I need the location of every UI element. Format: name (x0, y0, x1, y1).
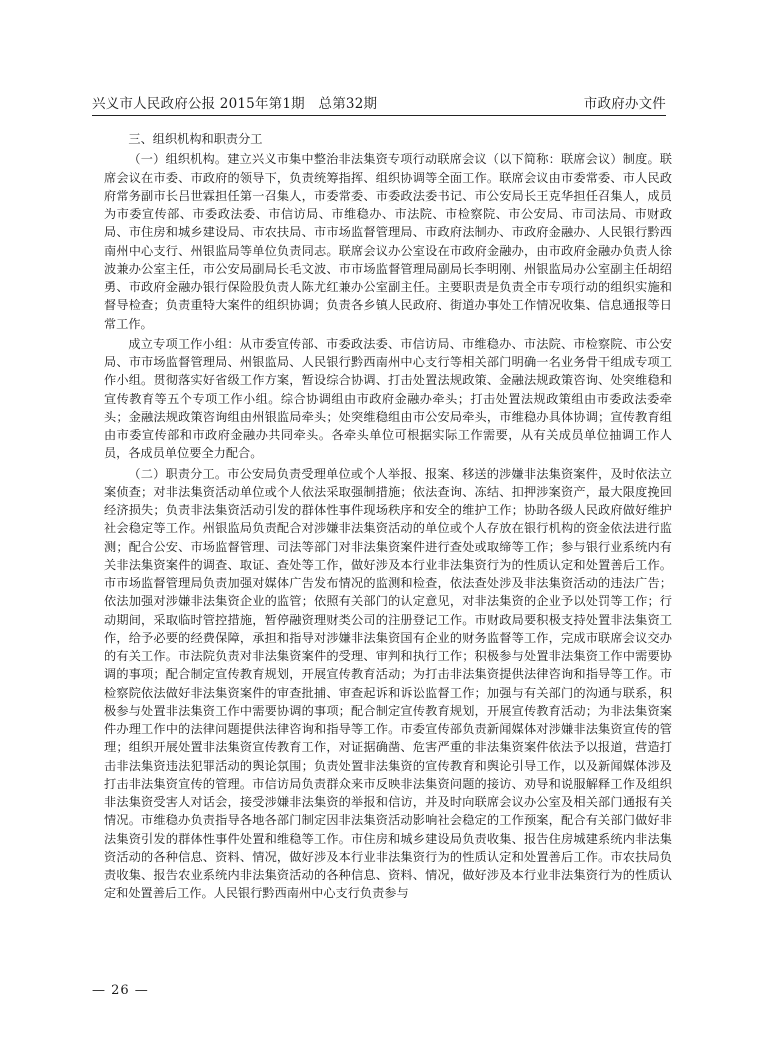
section-heading: 三、组织机构和职责分工 (128, 132, 263, 146)
paragraph-working-groups: 成立专项工作小组：从市委宣传部、市委政法委、市信访局、市维稳办、市法院、市检察院、市公安局、市市场监督管理局、州银监局、人民银行黔西南州中心支行等相关部门明确一名业务骨干组成专项工作小组。贯彻落实好省级工作方案，暂设综合协调、打击处置法规政策、金融法规政策咨询、处突维稳和宣传教育等五个专项工作小组。综合协调组由市政府金融办牵头；打击处置法规政策组由市委政法委牵头；金融法规政策咨询组由州银监局牵头；处突维稳组由市公安局牵头，市维稳办具体协调；宣传教育组由市委宣传部和市政府金融办共同牵头。各牵头单位可根据实际工作需要，从有关成员单位抽调工作人员，各成员单位要全力配合。 (104, 336, 672, 461)
section-label: 市政府办文件 (583, 96, 666, 112)
page-number: — 26 — (92, 983, 149, 998)
publication-title: 兴义市人民政府公报 2015年第1期 总第32期 (92, 96, 378, 112)
page-header (92, 92, 666, 112)
document-body (104, 130, 672, 905)
paragraph-responsibilities: （二）职责分工。市公安局负责受理单位或个人举报、报案、移送的涉嫌非法集资案件，及时依法立案侦查；对非法集资活动单位或个人依法采取强制措施；依法查询、冻结、扣押涉案资产，最大限度挽回经济损失；负责非法集资活动引发的群体性事件现场秩序和安全的维护工作；协助各级人民政府做好维护社会稳定等工作。州银监局负责配合对涉嫌非法集资活动的单位或个人存放在银行机构的资金依法进行监测；配合公安、市场监督管理、司法等部门对非法集资案件进行查处或取缔等工作；参与银行业系统内有关非法集资案件的调查、取证、查处等工作，做好涉及本行业非法集资行为的性质认定和处置善后工作。市市场监督管理局负责加强对媒体广告发布情况的监测和检查，依法查处涉及非法集资活动的违法广告；依法加强对涉嫌非法集资企业的监管；依照有关部门的认定意见，对非法集资的企业予以处罚等工作；行动期间，采取临时管控措施，暂停融资理财类公司的注册登记工作。市财政局要积极支持处置非法集资工作，给予必要的经费保障，承担和指导对涉嫌非法集资国有企业的财务监督等工作，完成市联席会议交办的有关工作。市法院负责对非法集资案件的受理、审判和执行工作；积极参与处置非法集资工作中需要协调的事项；配合制定宣传教育规划，开展宣传教育活动；为打击非法集资提供法律咨询和指导等工作。市检察院依法做好非法集资案件的审查批捕、审查起诉和诉讼监督工作；加强与有关部门的沟通与联系，积极参与处置非法集资工作中需要协调的事项；配合制定宣传教育规划，开展宣传教育活动；为非法集资案件办理工作中的法律问题提供法律咨询和指导等工作。市委宣传部负责新闻媒体对涉嫌非法集资宣传的管理；组织开展处置非法集资宣传教育工作，对证据确凿、危害严重的非法集资案件依法予以报道，营造打击非法集资违法犯罪活动的舆论氛围；负责处置非法集资的宣传教育和舆论引导工作，以及新闻媒体涉及打击非法集资宣传的管理。市信访局负责群众来市反映非法集资问题的接访、劝导和说服解释工作及组织非法集资受害人对话会，接受涉嫌非法集资的举报和信访，并及时向联席会议办公室及相关部门通报有关情况。市维稳办负责指导各地各部门制定因非法集资活动影响社会稳定的工作预案，配合有关部门做好非法集资引发的群体性事件处置和维稳等工作。市住房和城乡建设局负责收集、报告住房城建系统内非法集资活动的各种信息、资料、情况，做好涉及本行业非法集资行为的性质认定和处置善后工作。市农扶局负责收集、报告农业系统内非法集资活动的各种信息、资料、情况，做好涉及本行业非法集资行为的性质认定和处置善后工作。人民银行黔西南州中心支行负责参与 (104, 466, 672, 901)
header-divider (92, 115, 666, 116)
paragraph-organization: （一）组织机构。建立兴义市集中整治非法集资专项行动联席会议（以下简称：联席会议）制度。联席会议在市委、市政府的领导下，负责统筹指挥、组织协调等全面工作。联席会议由市委常委、市人民政府常务副市长吕世霖担任第一召集人，市委常委、市委政法委书记、市公安局长王克华担任召集人，成员为市委宣传部、市委政法委、市信访局、市维稳办、市法院、市检察院、市公安局、市司法局、市财政局、市住房和城乡建设局、市农扶局、市市场监督管理局、市政府法制办、市政府金融办、人民银行黔西南州中心支行、州银监局等单位负责同志。联席会议办公室设在市政府金融办，由市政府金融办负责人徐波兼办公室主任，市公安局副局长毛文波、市市场监督管理局副局长李明刚、州银监局办公室副主任胡绍勇、市政府金融办银行保险股负责人陈尤红兼办公室副主任。主要职责是负责全市专项行动的组织实施和督导检查；负责重特大案件的组织协调；负责各乡镇人民政府、街道办事处工作情况收集、信息通报等日常工作。 (104, 152, 672, 331)
